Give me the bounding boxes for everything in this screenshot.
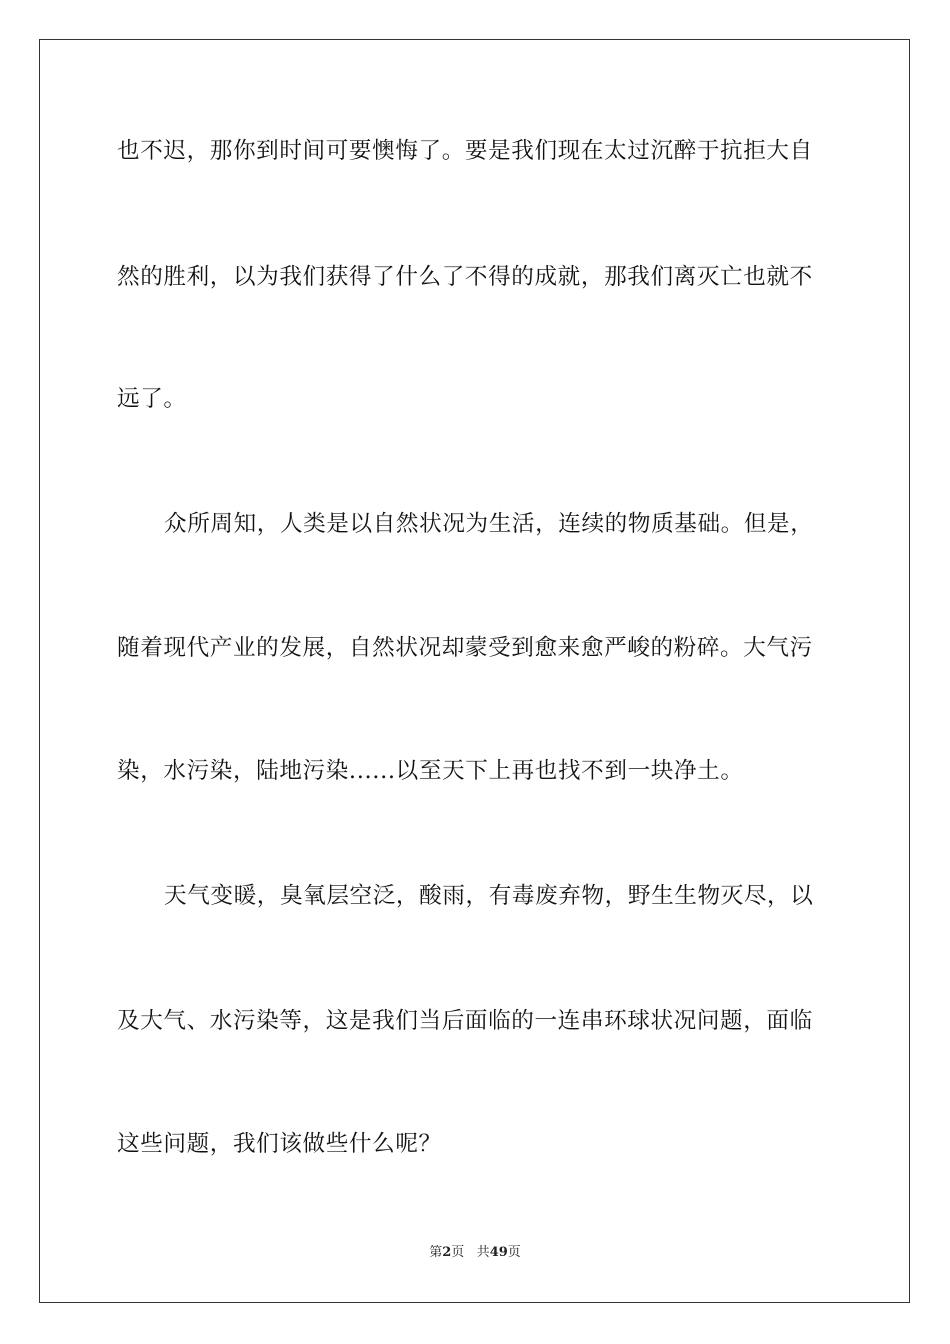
paragraph-line: 染，水污染，陆地污染......以至天下上再也找不到一块净土。 bbox=[117, 758, 744, 784]
footer-page-prefix: 第 bbox=[429, 1245, 443, 1260]
paragraph-line: 远了。 bbox=[117, 386, 187, 412]
footer-total-suffix: 页 bbox=[507, 1245, 521, 1260]
footer-page-number: 2 bbox=[442, 1245, 452, 1260]
paragraph-line: 也不迟，那你到时间可要懊悔了。要是我们现在太过沉醉于抗拒大自 bbox=[117, 138, 813, 164]
page-footer bbox=[0, 1245, 950, 1261]
paragraph-line: 随着现代产业的发展，自然状况却蒙受到愈来愈严峻的粉碎。大气污 bbox=[117, 635, 813, 661]
page-border bbox=[39, 39, 910, 1303]
footer-page-suffix: 页 bbox=[451, 1245, 465, 1260]
paragraph-line: 天气变暖，臭氧层空泛，酸雨，有毒废弃物，野生生物灭尽，以 bbox=[164, 883, 814, 909]
footer-total-pages: 49 bbox=[489, 1245, 508, 1260]
paragraph-line: 及大气、水污染等，这是我们当后面临的一连串环球状况问题，面临 bbox=[117, 1008, 813, 1034]
footer-total-prefix: 共 bbox=[476, 1245, 490, 1260]
paragraph-line: 然的胜利，以为我们获得了什么了不得的成就，那我们离灭亡也就不 bbox=[117, 264, 813, 290]
paragraph-line: 众所周知，人类是以自然状况为生活，连续的物质基础。但是， bbox=[164, 511, 814, 537]
paragraph-line: 这些问题，我们该做些什么呢？ bbox=[117, 1131, 442, 1157]
